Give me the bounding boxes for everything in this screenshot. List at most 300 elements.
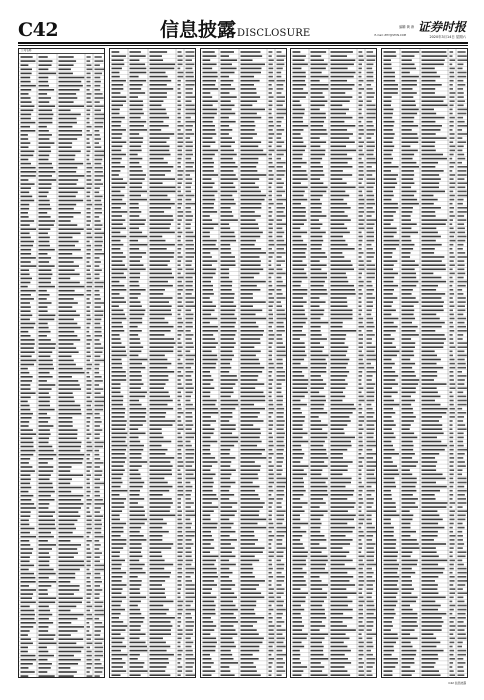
cell-text bbox=[458, 195, 468, 197]
cell-text bbox=[39, 659, 48, 661]
cell-text bbox=[240, 248, 261, 250]
page-footer: C42 信息披露 bbox=[448, 681, 466, 685]
cell-text bbox=[39, 581, 57, 583]
cell-text bbox=[458, 187, 466, 189]
cell-text bbox=[149, 597, 166, 599]
cell-text bbox=[202, 383, 210, 385]
cell-text bbox=[422, 502, 448, 504]
cell-text bbox=[293, 305, 304, 307]
cell-text bbox=[240, 346, 254, 348]
cell-text bbox=[384, 408, 393, 410]
cell-text bbox=[268, 96, 273, 98]
cell-text bbox=[59, 105, 85, 107]
cell-text bbox=[21, 470, 35, 472]
cell-text bbox=[422, 182, 440, 184]
section-title-en: DISCLOSURE bbox=[237, 28, 311, 39]
cell-text bbox=[129, 642, 145, 644]
cell-text bbox=[202, 457, 215, 459]
cell-text bbox=[331, 355, 346, 357]
cell-text bbox=[111, 55, 125, 57]
cell-text bbox=[95, 200, 102, 202]
cell-text bbox=[384, 182, 398, 184]
cell-text bbox=[177, 351, 181, 353]
cell-text bbox=[39, 454, 57, 456]
cell-text bbox=[39, 593, 48, 595]
cell-text bbox=[276, 515, 284, 517]
cell-text bbox=[129, 633, 145, 635]
cell-text bbox=[293, 408, 301, 410]
cell-text bbox=[359, 59, 364, 61]
cell-text bbox=[202, 277, 212, 279]
cell-text bbox=[293, 244, 307, 246]
cell-text bbox=[384, 474, 400, 476]
cell-text bbox=[185, 638, 190, 640]
cell-text bbox=[402, 326, 418, 328]
cell-text bbox=[87, 187, 92, 189]
cell-text bbox=[268, 416, 271, 418]
cell-text bbox=[359, 527, 362, 529]
cell-text bbox=[450, 662, 454, 664]
cell-text bbox=[177, 166, 180, 168]
cell-text bbox=[129, 207, 138, 209]
cell-text bbox=[87, 110, 91, 112]
cell-text bbox=[331, 510, 348, 512]
cell-text bbox=[367, 301, 373, 303]
cell-text bbox=[177, 592, 180, 594]
cell-text bbox=[185, 277, 192, 279]
cell-text bbox=[293, 670, 304, 672]
cell-text bbox=[422, 568, 445, 570]
cell-text bbox=[450, 141, 454, 143]
cell-text bbox=[402, 568, 412, 570]
cell-text bbox=[422, 523, 439, 525]
cell-text bbox=[202, 523, 217, 525]
cell-text bbox=[268, 105, 272, 107]
cell-text bbox=[95, 237, 103, 239]
cell-text bbox=[129, 289, 145, 291]
cell-text bbox=[59, 347, 77, 349]
cell-text bbox=[331, 560, 353, 562]
cell-text bbox=[177, 404, 180, 406]
cell-text bbox=[293, 453, 305, 455]
cell-text bbox=[458, 531, 463, 533]
cell-text bbox=[202, 638, 216, 640]
cell-text bbox=[177, 68, 180, 70]
cell-text bbox=[402, 613, 418, 615]
cell-text bbox=[87, 638, 91, 640]
cell-text bbox=[21, 397, 31, 399]
cell-text bbox=[39, 626, 49, 628]
cell-text bbox=[87, 483, 90, 485]
cell-text bbox=[59, 93, 77, 95]
cell-text bbox=[202, 597, 216, 599]
cell-text bbox=[311, 305, 320, 307]
cell-text bbox=[311, 269, 322, 271]
cell-text bbox=[59, 528, 76, 530]
cell-text bbox=[149, 543, 173, 545]
cell-text bbox=[422, 597, 446, 599]
cell-text bbox=[331, 359, 350, 361]
newspaper-logo: 证券时报 bbox=[417, 20, 466, 34]
cell-text bbox=[293, 601, 306, 603]
cell-text bbox=[39, 204, 51, 206]
cell-text bbox=[21, 306, 31, 308]
cell-text bbox=[149, 547, 171, 549]
cell-text bbox=[331, 506, 355, 508]
cell-text bbox=[367, 182, 375, 184]
cell-text bbox=[450, 502, 456, 504]
cell-text bbox=[311, 68, 326, 70]
cell-text bbox=[450, 519, 455, 521]
cell-text bbox=[87, 208, 91, 210]
cell-text bbox=[384, 301, 394, 303]
cell-text bbox=[331, 334, 347, 336]
section-title-cn: 信息披露 bbox=[160, 19, 237, 41]
cell-text bbox=[220, 96, 236, 98]
cell-text bbox=[149, 461, 170, 463]
cell-text bbox=[129, 396, 145, 398]
cell-text bbox=[276, 351, 285, 353]
cell-text bbox=[185, 182, 191, 184]
cell-text bbox=[220, 293, 234, 295]
cell-text bbox=[59, 327, 81, 329]
cell-text bbox=[111, 494, 119, 496]
cell-text bbox=[220, 658, 233, 660]
cell-text bbox=[185, 597, 194, 599]
cell-text bbox=[311, 51, 327, 53]
cell-text bbox=[177, 133, 183, 135]
cell-text bbox=[458, 289, 463, 291]
cell-text bbox=[458, 334, 464, 336]
cell-text bbox=[402, 150, 418, 152]
cell-text bbox=[402, 601, 417, 603]
cell-text bbox=[268, 113, 271, 115]
cell-text bbox=[384, 326, 398, 328]
cell-text bbox=[367, 252, 375, 254]
cell-text bbox=[149, 498, 171, 500]
cell-text bbox=[177, 531, 182, 533]
cell-text bbox=[21, 171, 37, 173]
cell-text bbox=[21, 282, 31, 284]
cell-text bbox=[268, 55, 271, 57]
cell-text bbox=[402, 531, 417, 533]
cell-text bbox=[129, 326, 137, 328]
cell-text bbox=[202, 310, 214, 312]
cell-text bbox=[367, 662, 375, 664]
cell-text bbox=[95, 351, 103, 353]
cell-text bbox=[311, 478, 328, 480]
cell-text bbox=[402, 228, 412, 230]
cell-text bbox=[202, 146, 210, 148]
cell-text bbox=[268, 146, 271, 148]
cell-text bbox=[268, 72, 272, 74]
cell-text bbox=[311, 556, 328, 558]
cell-text bbox=[458, 363, 466, 365]
cell-text bbox=[384, 195, 394, 197]
cell-text bbox=[220, 441, 237, 443]
cell-text bbox=[149, 617, 174, 619]
cell-text bbox=[311, 367, 327, 369]
cell-text bbox=[367, 531, 377, 533]
cell-text bbox=[276, 379, 285, 381]
cell-text bbox=[384, 342, 393, 344]
cell-text bbox=[39, 507, 49, 509]
cell-text bbox=[59, 220, 71, 222]
cell-text bbox=[311, 264, 327, 266]
cell-text bbox=[39, 339, 51, 341]
cell-text bbox=[240, 420, 263, 422]
cell-text bbox=[87, 315, 91, 317]
cell-text bbox=[331, 449, 348, 451]
cell-text bbox=[422, 240, 436, 242]
cell-text bbox=[39, 548, 52, 550]
cell-text bbox=[331, 260, 351, 262]
cell-text bbox=[458, 285, 466, 287]
cell-text bbox=[402, 539, 417, 541]
cell-text bbox=[87, 319, 92, 321]
cell-text bbox=[129, 461, 147, 463]
cell-text bbox=[331, 478, 352, 480]
cell-text bbox=[177, 154, 182, 156]
cell-text bbox=[458, 314, 464, 316]
cell-text bbox=[384, 576, 400, 578]
cell-text bbox=[384, 547, 396, 549]
cell-text bbox=[21, 138, 29, 140]
cell-text bbox=[87, 507, 90, 509]
cell-text bbox=[111, 502, 123, 504]
cell-text bbox=[21, 507, 36, 509]
cell-text bbox=[367, 383, 376, 385]
cell-text bbox=[220, 166, 237, 168]
cell-text bbox=[220, 547, 234, 549]
cell-text bbox=[311, 100, 328, 102]
cell-text bbox=[87, 589, 92, 591]
cell-text bbox=[458, 281, 467, 283]
cell-text bbox=[87, 376, 91, 378]
cell-text bbox=[59, 548, 78, 550]
cell-text bbox=[177, 551, 182, 553]
cell-text bbox=[422, 551, 437, 553]
cell-text bbox=[402, 597, 418, 599]
cell-text bbox=[95, 667, 104, 669]
cell-text bbox=[359, 88, 365, 90]
cell-text bbox=[87, 253, 91, 255]
cell-text bbox=[331, 133, 353, 135]
cell-text bbox=[39, 245, 50, 247]
cell-text bbox=[331, 625, 347, 627]
cell-text bbox=[422, 195, 434, 197]
cell-text bbox=[111, 244, 123, 246]
cell-text bbox=[331, 191, 346, 193]
cell-text bbox=[422, 617, 442, 619]
cell-text bbox=[240, 351, 260, 353]
cell-text bbox=[384, 605, 396, 607]
cell-text bbox=[149, 182, 162, 184]
cell-text bbox=[276, 642, 283, 644]
cell-text bbox=[59, 507, 81, 509]
cell-text bbox=[367, 137, 372, 139]
cell-text bbox=[185, 187, 190, 189]
cell-text bbox=[367, 638, 373, 640]
cell-text bbox=[384, 199, 392, 201]
cell-text bbox=[87, 204, 93, 206]
cell-text bbox=[59, 470, 71, 472]
cell-text bbox=[384, 113, 393, 115]
cell-text bbox=[111, 642, 122, 644]
cell-text bbox=[21, 265, 37, 267]
cell-text bbox=[367, 646, 374, 648]
cell-text bbox=[39, 401, 50, 403]
cell-text bbox=[293, 379, 309, 381]
cell-text bbox=[450, 383, 456, 385]
cell-text bbox=[458, 482, 467, 484]
cell-text bbox=[111, 474, 123, 476]
cell-text bbox=[21, 220, 35, 222]
cell-text bbox=[293, 51, 301, 53]
cell-text bbox=[359, 109, 362, 111]
cell-text bbox=[220, 92, 229, 94]
cell-text bbox=[39, 93, 48, 95]
cell-text bbox=[367, 154, 374, 156]
cell-text bbox=[422, 232, 438, 234]
cell-text bbox=[359, 182, 362, 184]
cell-text bbox=[39, 487, 54, 489]
cell-text bbox=[450, 252, 454, 254]
cell-text bbox=[111, 248, 120, 250]
cell-text bbox=[367, 556, 374, 558]
cell-text bbox=[220, 207, 230, 209]
cell-text bbox=[202, 580, 214, 582]
cell-text bbox=[367, 613, 374, 615]
cell-text bbox=[384, 293, 393, 295]
cell-text bbox=[384, 121, 395, 123]
cell-text bbox=[202, 363, 216, 365]
cell-text bbox=[95, 569, 104, 571]
cell-text bbox=[293, 551, 308, 553]
cell-text bbox=[402, 572, 416, 574]
cell-text bbox=[268, 367, 274, 369]
cell-text bbox=[149, 322, 168, 324]
cell-text bbox=[402, 305, 414, 307]
cell-text bbox=[293, 310, 305, 312]
cell-text bbox=[240, 400, 265, 402]
cell-text bbox=[87, 323, 91, 325]
cell-text bbox=[185, 605, 190, 607]
cell-text bbox=[240, 428, 260, 430]
cell-text bbox=[220, 133, 228, 135]
cell-text bbox=[268, 187, 271, 189]
cell-text bbox=[268, 260, 271, 262]
cell-text bbox=[402, 498, 418, 500]
cell-text bbox=[21, 659, 37, 661]
cell-text bbox=[129, 248, 139, 250]
cell-text bbox=[367, 494, 372, 496]
cell-text bbox=[450, 638, 455, 640]
cell-text bbox=[422, 547, 436, 549]
cell-text bbox=[111, 121, 121, 123]
cell-text bbox=[384, 252, 393, 254]
cell-text bbox=[311, 289, 327, 291]
cell-text bbox=[87, 663, 93, 665]
cell-text bbox=[59, 196, 76, 198]
cell-text bbox=[240, 125, 255, 127]
cell-text bbox=[129, 539, 146, 541]
cell-text bbox=[220, 539, 236, 541]
cell-text bbox=[129, 662, 144, 664]
cell-text bbox=[268, 133, 274, 135]
cell-text bbox=[59, 602, 82, 604]
cell-text bbox=[268, 404, 273, 406]
cell-text bbox=[422, 318, 440, 320]
cell-text bbox=[450, 219, 454, 221]
cell-text bbox=[95, 589, 103, 591]
cell-text bbox=[202, 215, 209, 217]
cell-text bbox=[149, 515, 175, 517]
cell-text bbox=[450, 289, 454, 291]
cell-text bbox=[95, 397, 105, 399]
cell-text bbox=[111, 346, 125, 348]
cell-text bbox=[367, 129, 376, 131]
cell-text bbox=[129, 293, 140, 295]
cell-text bbox=[39, 356, 51, 358]
cell-text bbox=[177, 96, 180, 98]
cell-text bbox=[384, 334, 391, 336]
cell-text bbox=[293, 478, 304, 480]
cell-text bbox=[359, 670, 364, 672]
cell-text bbox=[21, 450, 36, 452]
cell-text bbox=[202, 182, 214, 184]
cell-text bbox=[331, 404, 354, 406]
cell-text bbox=[111, 584, 126, 586]
cell-text bbox=[268, 219, 273, 221]
cell-text bbox=[202, 474, 215, 476]
cell-text bbox=[367, 658, 376, 660]
cell-text bbox=[149, 416, 165, 418]
cell-text bbox=[177, 64, 182, 66]
cell-text bbox=[177, 228, 180, 230]
cell-text bbox=[458, 424, 466, 426]
cell-text bbox=[185, 412, 192, 414]
cell-text bbox=[268, 137, 272, 139]
cell-text bbox=[240, 490, 255, 492]
cell-text bbox=[95, 118, 105, 120]
cell-text bbox=[402, 515, 414, 517]
cell-text bbox=[185, 338, 191, 340]
cell-text bbox=[458, 203, 463, 205]
cell-text bbox=[240, 338, 260, 340]
cell-text bbox=[240, 474, 257, 476]
cell-text bbox=[422, 424, 443, 426]
cell-text bbox=[384, 154, 392, 156]
cell-text bbox=[220, 400, 237, 402]
cell-text bbox=[422, 613, 447, 615]
cell-text bbox=[185, 601, 193, 603]
cell-text bbox=[185, 297, 194, 299]
cell-text bbox=[450, 338, 454, 340]
cell-text bbox=[240, 457, 266, 459]
cell-text bbox=[59, 421, 73, 423]
cell-text bbox=[111, 359, 121, 361]
cell-text bbox=[95, 544, 101, 546]
cell-text bbox=[177, 223, 180, 225]
cell-text bbox=[450, 223, 453, 225]
cell-text bbox=[59, 405, 81, 407]
cell-text bbox=[293, 498, 301, 500]
cell-text bbox=[21, 515, 31, 517]
cell-text bbox=[39, 515, 53, 517]
cell-text bbox=[402, 285, 417, 287]
cell-text bbox=[384, 658, 398, 660]
